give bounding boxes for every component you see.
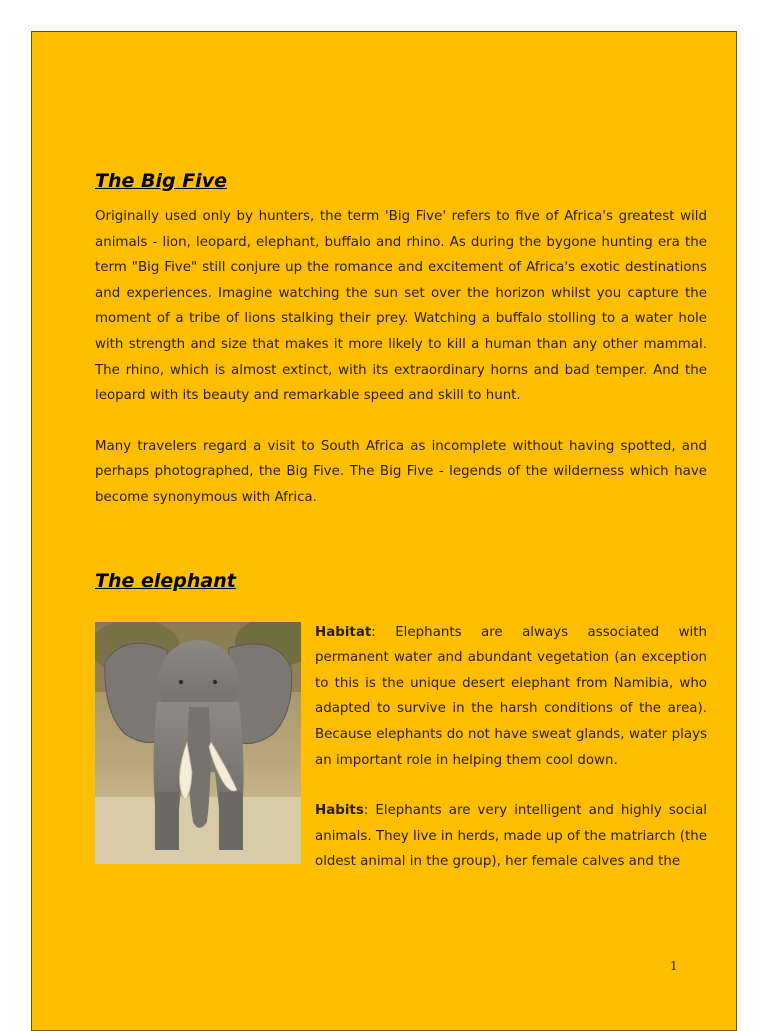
- elephant-section: [95, 620, 707, 875]
- habitat-text: : Elephants are always associated with permanent water and abundant vegetation (an exception to this is the unique desert elephant from Namibia, who adapted to survive in the harsh conditions of the area). Because elephants do not have sweat glands, water plays an important role in helping them cool down.: [315, 624, 707, 768]
- page-number: 1: [670, 959, 678, 973]
- elephant-illustration: [95, 622, 301, 864]
- document-page: [31, 31, 737, 1031]
- page-content: [95, 168, 707, 875]
- big-five-heading: The Big Five: [95, 170, 227, 192]
- habits-label: Habits: [315, 803, 364, 819]
- habitat-label: Habitat: [315, 624, 372, 640]
- habits-text: : Elephants are very intelligent and highly social animals. They live in herds, made up of the matriarch (the oldest animal in the group), her female calves and the: [315, 803, 707, 870]
- elephant-heading: The elephant: [95, 569, 236, 592]
- big-five-paragraph-1: Originally used only by hunters, the term 'Big Five' refers to five of Africa's greatest wild animals - lion, leopard, elephant, buffalo and rhino. As during the bygone hunting era the term "Big Five" still conjure up the romance and excitement of Africa's exotic destinations and experiences. Imagine watching the sun set over the horizon whilst you capture the moment of a tribe of lions stalking their prey. Watching a buffalo stolling to a water hole with strength and size that makes it more likely to kill a human than any other mammal. The rhino, which is almost extinct, with its extraordinary horns and bad temper. And the leopard with its beauty and remarkable speed and skill to hunt.: [95, 209, 707, 404]
- big-five-paragraph-2: Many travelers regard a visit to South Africa as incomplete without having spotted, and perhaps photographed, the Big Five. The Big Five - legends of the wilderness which have become synonymous with Africa.: [95, 438, 707, 505]
- elephant-photo: [95, 622, 301, 864]
